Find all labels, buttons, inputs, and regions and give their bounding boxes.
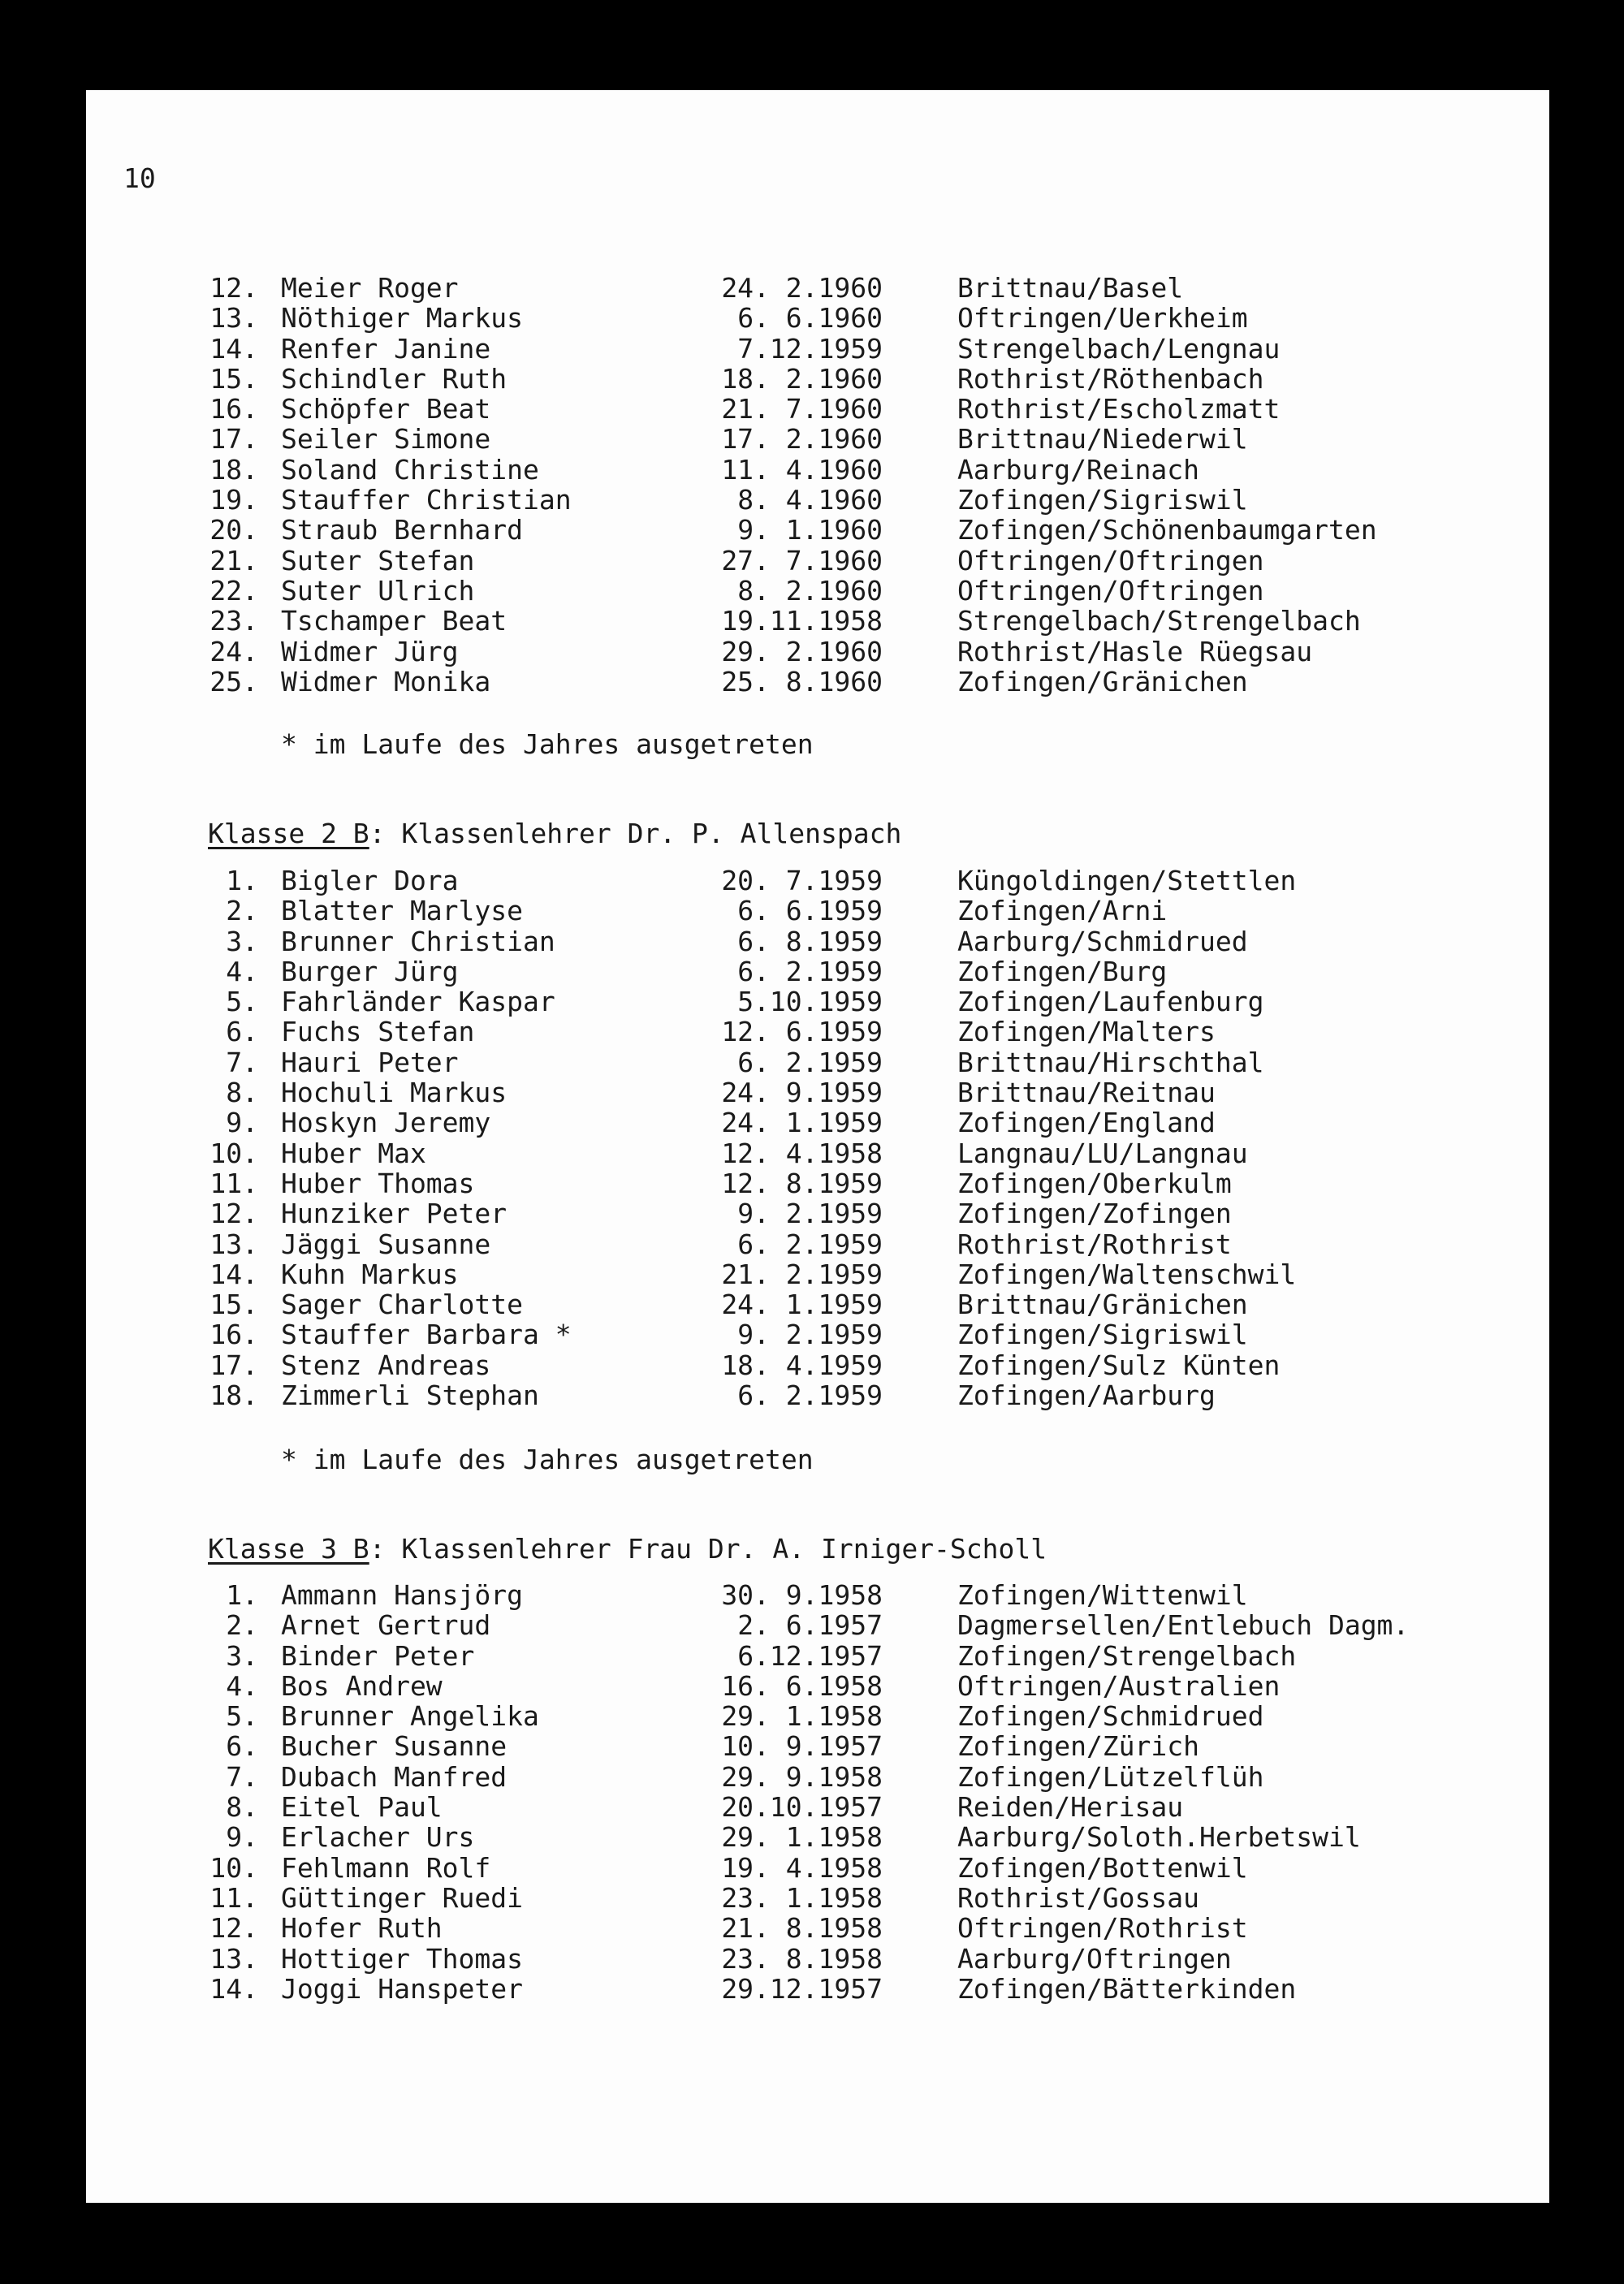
student-row	[0, 1289, 1624, 1319]
row-number: 19.	[209, 484, 258, 516]
residence-origin: Zofingen/Malters	[957, 1016, 1216, 1048]
student-row	[0, 514, 1624, 544]
birth-date: 6. 2.1959	[737, 1379, 883, 1412]
residence-origin: Brittnau/Gränichen	[957, 1289, 1248, 1321]
residence-origin: Zofingen/Oberkulm	[957, 1167, 1232, 1199]
birth-date: 20.10.1957	[721, 1791, 883, 1824]
student-name: Stauffer Christian	[281, 484, 572, 516]
student-row	[0, 423, 1624, 456]
student-row	[0, 1670, 1624, 1700]
student-name: Eitel Paul	[281, 1791, 443, 1824]
row-number: 25.	[209, 665, 258, 697]
birth-date: 6. 2.1959	[737, 955, 883, 987]
row-number: 4.	[226, 955, 258, 987]
student-row	[0, 272, 1624, 302]
residence-origin: Brittnau/Reitnau	[957, 1077, 1216, 1109]
residence-origin: Dagmersellen/Entlebuch Dagm.	[957, 1609, 1410, 1642]
row-number: 11.	[209, 1167, 258, 1199]
student-row	[0, 333, 1624, 363]
student-name: Sager Charlotte	[281, 1289, 524, 1321]
residence-origin: Zofingen/Sigriswil	[957, 1319, 1248, 1351]
birth-date: 17. 2.1960	[721, 423, 883, 456]
row-number: 21.	[209, 544, 258, 576]
row-number: 20.	[209, 514, 258, 546]
student-row	[0, 1107, 1624, 1137]
birth-date: 9. 1.1960	[737, 514, 883, 546]
residence-origin: Strengelbach/Lengnau	[957, 332, 1281, 365]
student-name: Nöthiger Markus	[281, 302, 524, 335]
student-row	[0, 605, 1624, 635]
student-name: Suter Stefan	[281, 544, 475, 576]
residence-origin: Zofingen/Arni	[957, 895, 1168, 927]
residence-origin: Rothrist/Rothrist	[957, 1228, 1232, 1260]
student-name: Erlacher Urs	[281, 1821, 475, 1854]
birth-date: 24. 2.1960	[721, 272, 883, 304]
student-name: Burger Jürg	[281, 955, 459, 987]
student-row	[0, 484, 1624, 514]
student-row	[0, 1943, 1624, 1973]
birth-date: 29.12.1957	[721, 1972, 883, 2005]
birth-date: 24. 9.1959	[721, 1077, 883, 1109]
student-name: Fehlmann Rolf	[281, 1851, 491, 1884]
student-name: Stenz Andreas	[281, 1349, 491, 1381]
student-name: Huber Thomas	[281, 1167, 475, 1199]
row-number: 14.	[209, 332, 258, 365]
residence-origin: Rothrist/Röthenbach	[957, 362, 1264, 395]
birth-date: 18. 4.1959	[721, 1349, 883, 1381]
birth-date: 12. 4.1958	[721, 1137, 883, 1169]
student-row	[0, 1821, 1624, 1854]
student-list-3b	[0, 1579, 1624, 2003]
birth-date: 29. 1.1958	[721, 1700, 883, 1733]
student-row	[0, 1973, 1624, 2003]
student-row	[0, 1077, 1624, 1107]
student-name: Ammann Hansjörg	[281, 1579, 524, 1611]
student-name: Hochuli Markus	[281, 1077, 508, 1109]
residence-origin: Zofingen/Sulz Künten	[957, 1349, 1281, 1381]
student-name: Schindler Ruth	[281, 362, 508, 395]
student-row	[0, 1609, 1624, 1642]
student-row	[0, 1730, 1624, 1763]
residence-origin: Zofingen/Schönenbaumgarten	[957, 514, 1377, 546]
residence-origin: Zofingen/Burg	[957, 955, 1168, 987]
student-name: Seiler Simone	[281, 423, 491, 456]
row-number: 14.	[209, 1258, 258, 1290]
residence-origin: Oftringen/Oftringen	[957, 544, 1264, 576]
student-row	[0, 1138, 1624, 1168]
residence-origin: Zofingen/England	[957, 1107, 1216, 1139]
birth-date: 29. 1.1958	[721, 1821, 883, 1854]
birth-date: 6. 2.1959	[737, 1046, 883, 1078]
residence-origin: Brittnau/Basel	[957, 272, 1184, 304]
student-name: Joggi Hanspeter	[281, 1972, 524, 2005]
class-teacher: : Klassenlehrer Frau Dr. A. Irniger-Scholl	[369, 1533, 1047, 1565]
student-name: Bigler Dora	[281, 865, 459, 896]
birth-date: 6. 6.1959	[737, 895, 883, 927]
residence-origin: Zofingen/Schmidrued	[957, 1700, 1264, 1733]
student-row	[0, 1168, 1624, 1198]
residence-origin: Rothrist/Escholzmatt	[957, 393, 1281, 425]
student-row	[0, 363, 1624, 393]
student-name: Schöpfer Beat	[281, 393, 491, 425]
student-row	[0, 1912, 1624, 1945]
student-name: Hauri Peter	[281, 1046, 459, 1078]
birth-date: 19.11.1958	[721, 605, 883, 637]
row-number: 6.	[226, 1730, 258, 1763]
student-row	[0, 1379, 1624, 1410]
birth-date: 5.10.1959	[737, 986, 883, 1018]
student-name: Güttinger Ruedi	[281, 1881, 524, 1914]
residence-origin: Strengelbach/Strengelbach	[957, 605, 1361, 637]
row-number: 7.	[226, 1760, 258, 1793]
birth-date: 19. 4.1958	[721, 1851, 883, 1884]
student-name: Widmer Monika	[281, 665, 491, 697]
row-number: 5.	[226, 1700, 258, 1733]
residence-origin: Aarburg/Reinach	[957, 453, 1200, 486]
residence-origin: Zofingen/Lützelflüh	[957, 1760, 1264, 1793]
birth-date: 23. 8.1958	[721, 1942, 883, 1975]
student-name: Soland Christine	[281, 453, 539, 486]
birth-date: 9. 2.1959	[737, 1198, 883, 1230]
birth-date: 20. 7.1959	[721, 865, 883, 896]
student-row	[0, 1259, 1624, 1289]
residence-origin: Zofingen/Sigriswil	[957, 484, 1248, 516]
residence-origin: Zofingen/Bätterkinden	[957, 1972, 1297, 2005]
row-number: 18.	[209, 453, 258, 486]
student-row	[0, 545, 1624, 575]
student-list-top	[0, 272, 1624, 696]
row-number: 1.	[226, 865, 258, 896]
residence-origin: Brittnau/Hirschthal	[957, 1046, 1264, 1078]
residence-origin: Zofingen/Aarburg	[957, 1379, 1216, 1412]
row-number: 6.	[226, 1016, 258, 1048]
birth-date: 8. 2.1960	[737, 574, 883, 607]
student-name: Huber Max	[281, 1137, 426, 1169]
student-name: Bucher Susanne	[281, 1730, 508, 1763]
row-number: 7.	[226, 1046, 258, 1078]
class-label: Klasse 2 B	[208, 818, 369, 849]
student-name: Renfer Janine	[281, 332, 491, 365]
birth-date: 27. 7.1960	[721, 544, 883, 576]
row-number: 14.	[209, 1972, 258, 2005]
class-heading-3b	[208, 1533, 1047, 1565]
row-number: 15.	[209, 1289, 258, 1321]
row-number: 22.	[209, 574, 258, 607]
birth-date: 6.12.1957	[737, 1639, 883, 1672]
row-number: 18.	[209, 1379, 258, 1412]
student-row	[0, 1640, 1624, 1670]
residence-origin: Zofingen/Wittenwil	[957, 1579, 1248, 1611]
row-number: 2.	[226, 1609, 258, 1642]
student-name: Hottiger Thomas	[281, 1942, 524, 1975]
student-name: Hunziker Peter	[281, 1198, 508, 1230]
student-name: Stauffer Barbara *	[281, 1319, 572, 1351]
birth-date: 6. 6.1960	[737, 302, 883, 335]
student-row	[0, 1319, 1624, 1349]
student-row	[0, 956, 1624, 986]
birth-date: 29. 2.1960	[721, 635, 883, 667]
student-name: Zimmerli Stephan	[281, 1379, 539, 1412]
student-name: Brunner Angelika	[281, 1700, 539, 1733]
residence-origin: Aarburg/Schmidrued	[957, 925, 1248, 957]
residence-origin: Brittnau/Niederwil	[957, 423, 1248, 456]
birth-date: 16. 6.1958	[721, 1669, 883, 1702]
row-number: 5.	[226, 986, 258, 1018]
row-number: 8.	[226, 1077, 258, 1109]
student-name: Fahrländer Kaspar	[281, 986, 555, 1018]
birth-date: 6. 2.1959	[737, 1228, 883, 1260]
student-name: Hoskyn Jeremy	[281, 1107, 491, 1139]
birth-date: 11. 4.1960	[721, 453, 883, 486]
row-number: 11.	[209, 1881, 258, 1914]
student-name: Fuchs Stefan	[281, 1016, 475, 1048]
student-row	[0, 302, 1624, 335]
row-number: 16.	[209, 393, 258, 425]
student-name: Brunner Christian	[281, 925, 555, 957]
row-number: 24.	[209, 635, 258, 667]
row-number: 17.	[209, 1349, 258, 1381]
row-number: 12.	[209, 1912, 258, 1945]
row-number: 15.	[209, 362, 258, 395]
birth-date: 29. 9.1958	[721, 1760, 883, 1793]
student-row	[0, 454, 1624, 484]
birth-date: 21. 2.1959	[721, 1258, 883, 1290]
row-number: 10.	[209, 1851, 258, 1884]
birth-date: 21. 8.1958	[721, 1912, 883, 1945]
student-row	[0, 393, 1624, 423]
birth-date: 7.12.1959	[737, 332, 883, 365]
residence-origin: Zofingen/Strengelbach	[957, 1639, 1297, 1672]
residence-origin: Oftringen/Rothrist	[957, 1912, 1248, 1945]
residence-origin: Oftringen/Australien	[957, 1669, 1281, 1702]
student-row	[0, 1700, 1624, 1733]
residence-origin: Aarburg/Soloth.Herbetswil	[957, 1821, 1361, 1854]
student-row	[0, 636, 1624, 666]
footnote-withdrawn: * im Laufe des Jahres ausgetreten	[281, 1444, 814, 1475]
student-name: Straub Bernhard	[281, 514, 524, 546]
student-name: Jäggi Susanne	[281, 1228, 491, 1260]
student-row	[0, 1198, 1624, 1228]
student-name: Bos Andrew	[281, 1669, 443, 1702]
birth-date: 30. 9.1958	[721, 1579, 883, 1611]
student-row	[0, 986, 1624, 1016]
residence-origin: Oftringen/Uerkheim	[957, 302, 1248, 335]
birth-date: 2. 6.1957	[737, 1609, 883, 1642]
student-list-2b	[0, 865, 1624, 1410]
residence-origin: Oftringen/Oftringen	[957, 574, 1264, 607]
student-row	[0, 575, 1624, 605]
birth-date: 24. 1.1959	[721, 1289, 883, 1321]
class-label: Klasse 3 B	[208, 1533, 369, 1565]
row-number: 13.	[209, 1228, 258, 1260]
student-name: Arnet Gertrud	[281, 1609, 491, 1642]
student-row	[0, 865, 1624, 895]
row-number: 12.	[209, 272, 258, 304]
student-row	[0, 1761, 1624, 1791]
student-row	[0, 1016, 1624, 1046]
birth-date: 12. 6.1959	[721, 1016, 883, 1048]
birth-date: 23. 1.1958	[721, 1881, 883, 1914]
row-number: 2.	[226, 895, 258, 927]
student-name: Suter Ulrich	[281, 574, 475, 607]
row-number: 17.	[209, 423, 258, 456]
student-name: Binder Peter	[281, 1639, 475, 1672]
row-number: 12.	[209, 1198, 258, 1230]
student-row	[0, 926, 1624, 956]
row-number: 16.	[209, 1319, 258, 1351]
birth-date: 9. 2.1959	[737, 1319, 883, 1351]
row-number: 3.	[226, 1639, 258, 1672]
residence-origin: Langnau/LU/Langnau	[957, 1137, 1248, 1169]
class-heading-2b	[208, 818, 901, 849]
birth-date: 10. 9.1957	[721, 1730, 883, 1763]
residence-origin: Zofingen/Laufenburg	[957, 986, 1264, 1018]
residence-origin: Rothrist/Gossau	[957, 1881, 1200, 1914]
residence-origin: Zofingen/Bottenwil	[957, 1851, 1248, 1884]
row-number: 4.	[226, 1669, 258, 1702]
row-number: 1.	[226, 1579, 258, 1611]
row-number: 9.	[226, 1821, 258, 1854]
student-name: Tschamper Beat	[281, 605, 508, 637]
student-row	[0, 666, 1624, 696]
row-number: 3.	[226, 925, 258, 957]
student-row	[0, 1349, 1624, 1379]
birth-date: 25. 8.1960	[721, 665, 883, 697]
birth-date: 18. 2.1960	[721, 362, 883, 395]
student-row	[0, 1047, 1624, 1077]
page-number: 10	[123, 162, 156, 194]
student-row	[0, 895, 1624, 925]
student-row	[0, 1852, 1624, 1882]
residence-origin: Aarburg/Oftringen	[957, 1942, 1232, 1975]
row-number: 10.	[209, 1137, 258, 1169]
row-number: 9.	[226, 1107, 258, 1139]
student-row	[0, 1579, 1624, 1609]
student-row	[0, 1228, 1624, 1259]
row-number: 13.	[209, 1942, 258, 1975]
birth-date: 12. 8.1959	[721, 1167, 883, 1199]
birth-date: 8. 4.1960	[737, 484, 883, 516]
student-name: Meier Roger	[281, 272, 459, 304]
student-name: Hofer Ruth	[281, 1912, 443, 1945]
birth-date: 24. 1.1959	[721, 1107, 883, 1139]
student-name: Widmer Jürg	[281, 635, 459, 667]
student-name: Blatter Marlyse	[281, 895, 524, 927]
residence-origin: Zofingen/Zofingen	[957, 1198, 1232, 1230]
class-teacher: : Klassenlehrer Dr. P. Allenspach	[369, 818, 902, 849]
student-name: Dubach Manfred	[281, 1760, 508, 1793]
residence-origin: Küngoldingen/Stettlen	[957, 865, 1297, 896]
row-number: 23.	[209, 605, 258, 637]
residence-origin: Zofingen/Gränichen	[957, 665, 1248, 697]
residence-origin: Zofingen/Waltenschwil	[957, 1258, 1297, 1290]
birth-date: 6. 8.1959	[737, 925, 883, 957]
residence-origin: Zofingen/Zürich	[957, 1730, 1200, 1763]
student-row	[0, 1791, 1624, 1824]
row-number: 8.	[226, 1791, 258, 1824]
student-name: Kuhn Markus	[281, 1258, 459, 1290]
footnote-withdrawn: * im Laufe des Jahres ausgetreten	[281, 728, 814, 760]
residence-origin: Rothrist/Hasle Rüegsau	[957, 635, 1313, 667]
residence-origin: Reiden/Herisau	[957, 1791, 1184, 1824]
row-number: 13.	[209, 302, 258, 335]
birth-date: 21. 7.1960	[721, 393, 883, 425]
student-row	[0, 1882, 1624, 1912]
